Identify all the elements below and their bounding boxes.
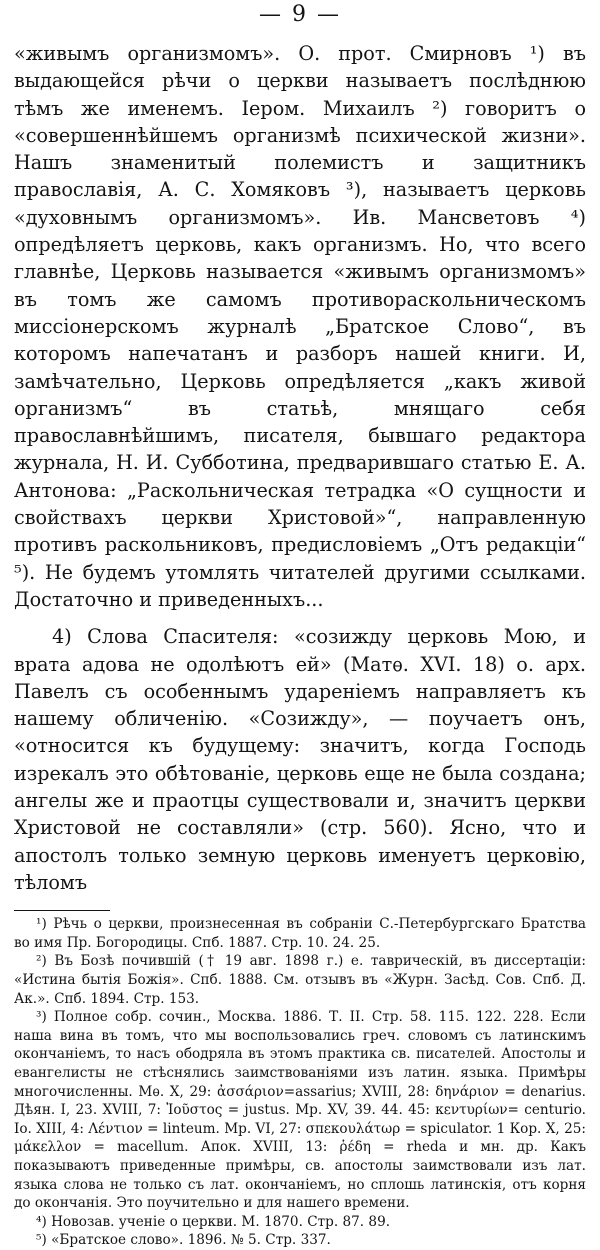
paragraph-1: «живымъ организмомъ». О. прот. Смирновъ ¹) въ выдающейся рѣчи о церкви называетъ послѣднюю тѣмъ же именемъ. Iером. Михаилъ ²) говоритъ о «совершеннѣйшемъ организмѣ психической жизни». Нашъ знаменитый полемистъ и защитникъ православія, А. С. Хомяковъ ³), называетъ церковь «духовнымъ организмомъ». Ив. Мансветовъ ⁴) опредѣляетъ церковь, какъ организмъ. Но, что всего главнѣе, Церковь называется «живымъ организмомъ» въ томъ же самомъ противораскольническомъ миссіонерскомъ журналѣ „Братское Слово“, въ которомъ напечатанъ и разборъ нашей книги. И, замѣчательно, Церковь опредѣляется „какъ живой организмъ“ въ статьѣ, мнящаго себя православнѣйшимъ, писателя, бывшаго редактора журнала, Н. И. Субботина, предварившаго статью Е. А. Антонова: „Раскольническая тетрадка «О сущности и свойствахъ церкви Христовой»“, направленную противъ раскольниковъ, предисловіемъ „Отъ редакціи“ ⁵). Не будемъ утомлять читателей другими ссылками. Достаточно и приведенныхъ... — [14, 42, 586, 611]
footnote-divider — [14, 910, 110, 911]
page-number: — 9 — — [259, 2, 341, 27]
footnote-5: ⁵) «Братское слово». 1896. № 5. Стр. 337. — [36, 1232, 331, 1249]
footnote-4: ⁴) Новозав. ученіе о церкви. М. 1870. Стр. 87. 89. — [36, 1213, 391, 1230]
main-text — [14, 40, 586, 896]
footnote-3: ³) Полное собр. сочин., Москва. 1886. Т. II. Стр. 58. 115. 122. 228. Если наша вина въ томъ, что мы воспользовались греч. словомъ съ латинскимъ окончаніемъ, то насъ ободряла въ этомъ практика св. писателей. Апостолы и евангелисты не стѣснялись заимствованіями изъ латин. языка. Примѣры многочисленны. Мѳ. X, 29: ἀσσάριον=assarius; XVIII, 28: δηνάριον = denarius. Дѣян. I, 23. XVIII, 7: Ἰοῦστος = justus. Мр. XV, 39. 44. 45: κεντυρίων= centurio. Iо. XIII, 4: Λέντιον = linteum. Мр. VI, 27: σπεκουλάτωρ = spiculator. 1 Кор. X, 25: μάκελλον = macellum. Апок. XVIII, 13: ῥέδη = rheda и мн. др. Какъ показываютъ приведенные примѣры, св. апостолы заимствовали изъ лат. языка слова не только съ лат. окончаніемъ, но сплошь латинскія, отъ корня до окончанія. Это поучительно и для нашего времени. — [14, 1009, 586, 1212]
footnote-1: ¹) Рѣчь о церкви, произнесенная въ собраніи С.-Петербургскаго Братства во имя Пр. Богородицы. Спб. 1887. Стр. 10. 24. 25. — [14, 916, 586, 951]
book-page — [14, 2, 586, 1249]
paragraph-2: 4) Слова Спасителя: «созижду церковь Мою, и врата адова не одолѣютъ ей» (Матѳ. XVI. 18) о. арх. Павелъ съ особеннымъ удареніемъ направляетъ къ нашему обличенію. «Созижду», — поучаетъ онъ, «относится къ будущему: значитъ, когда Господь изрекалъ это обѣтованіе, церковь еще не была создана; ангелы же и праотцы существовали и, значитъ церкви Христовой не составляли» (стр. 560). Ясно, что и апостолъ только земную церковь именуетъ церковію, тѣломъ — [14, 625, 586, 894]
footnote-2: ²) Въ Бозѣ почившій († 19 авг. 1898 г.) е. таврическій, въ диссертаціи: «Истина бытія Божія». Спб. 1888. См. отзывъ въ «Журн. Засѣд. Сов. Спб. Д. Ак.». Спб. 1894. Стр. 153. — [14, 953, 586, 1007]
footnotes — [14, 915, 586, 1250]
